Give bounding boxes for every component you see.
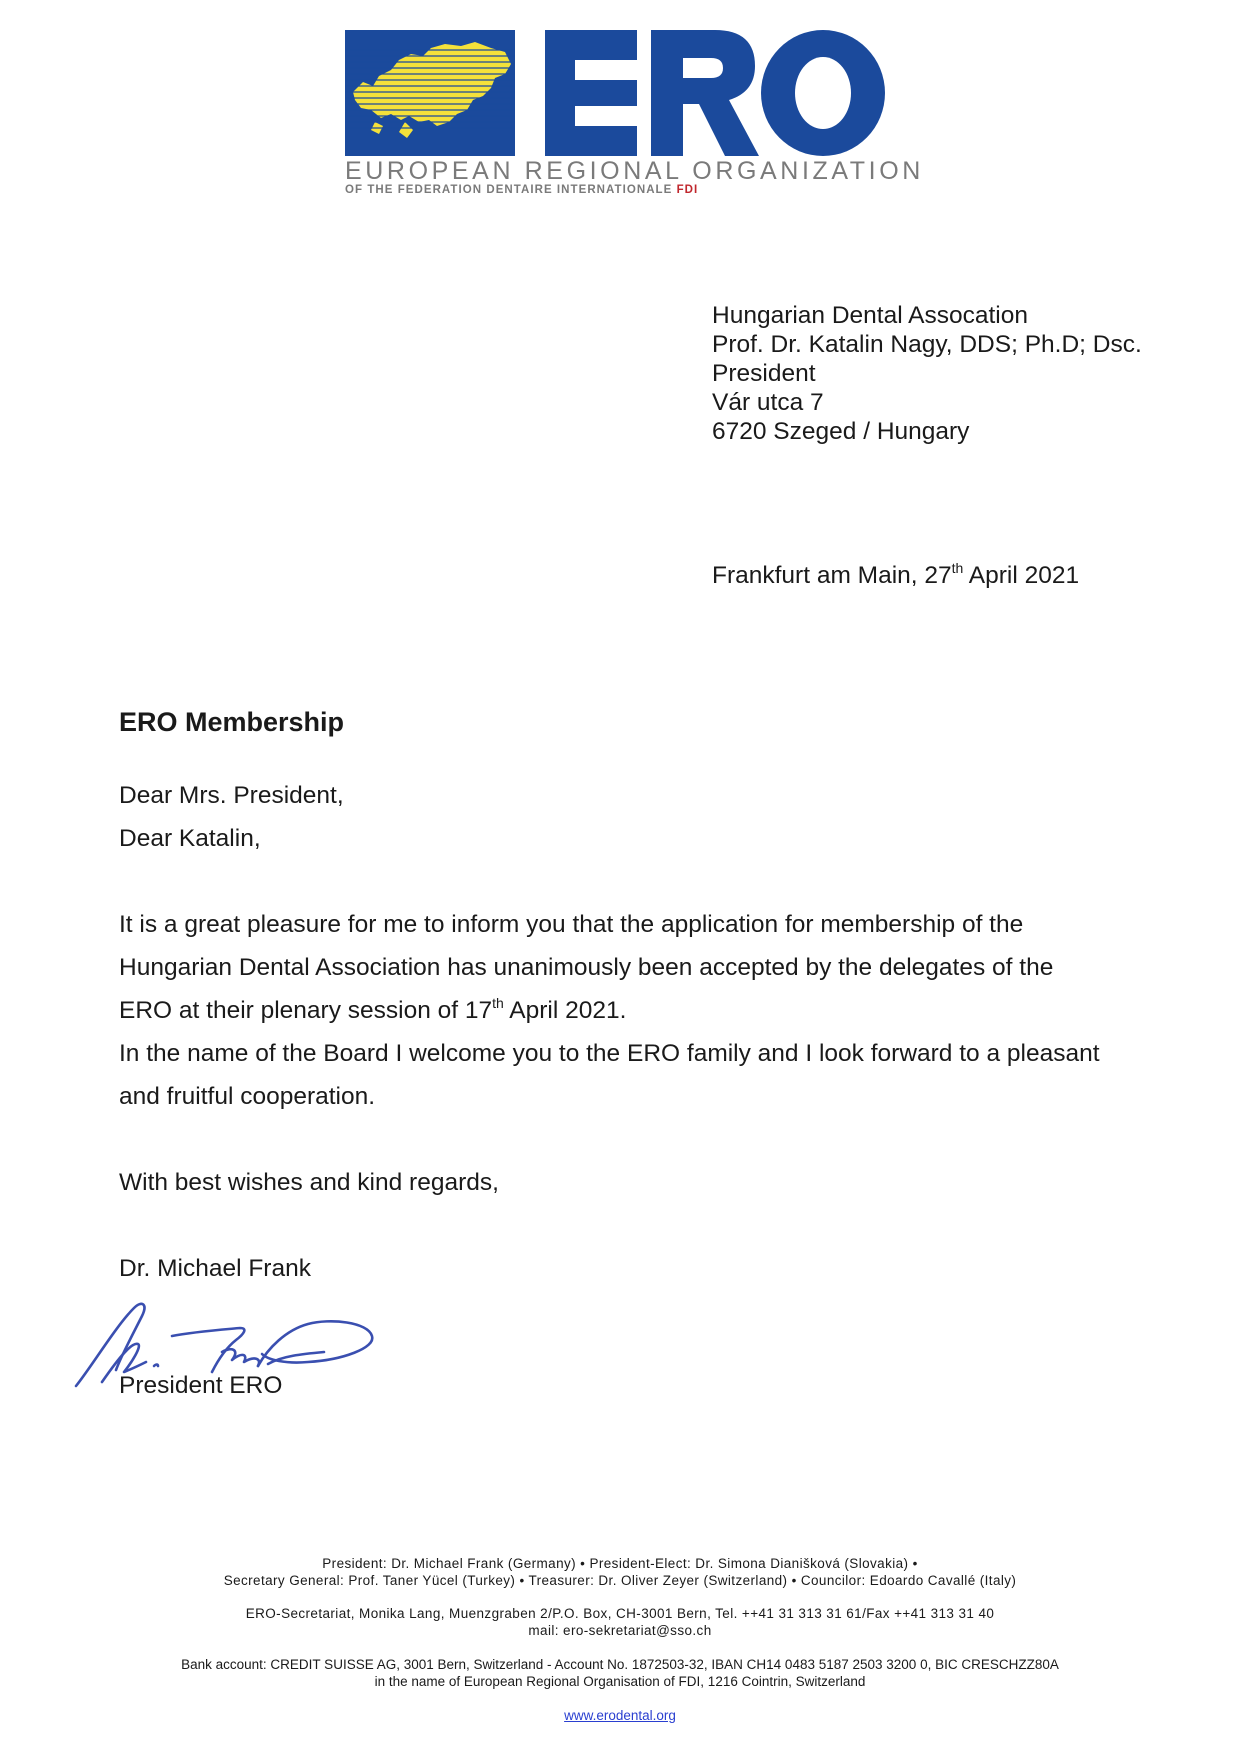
paragraph-1-line-3 [119,997,626,1025]
logo-org-subtitle [345,184,885,196]
footer-email: mail: ero-sekretariat@sso.ch [528,1623,712,1638]
letter-subject: ERO Membership [119,707,345,737]
paragraph-2-line-2: and fruitful cooperation. [119,1083,376,1110]
para1-line3-end: April 2021. [503,997,627,1024]
para1-line3-start: ERO at their plenary session of 17 [119,997,493,1024]
recipient-line: Vár utca 7 [712,389,824,416]
date-suffix: th [951,560,964,576]
date-rest: April 2021 [963,562,1080,589]
salutation-1: Dear Mrs. President, [119,782,344,809]
footer-secretariat: ERO-Secretariat, Monika Lang, Muenzgraben 2/P.O. Box, CH-3001 Bern, Tel. ++41 31 313 31 61/Fax ++41 313 31 40 [245,1606,995,1621]
logo-org-sub-text: OF THE FEDERATION DENTAIRE INTERNATIONALE [345,184,673,196]
sender-title: President ERO [119,1372,283,1399]
letter-date [712,562,1079,590]
ero-logo [345,30,885,156]
logo-fdi: FDI [676,184,699,196]
recipient-address [712,301,1142,446]
recipient-line: Prof. Dr. Katalin Nagy, DDS; Ph.D; Dsc. [712,331,1142,358]
closing: With best wishes and kind regards, [119,1169,499,1196]
salutation-2: Dear Katalin, [119,825,261,852]
sender-name: Dr. Michael Frank [119,1255,311,1282]
footer-officers-1: President: Dr. Michael Frank (Germany) • President-Elect: Dr. Simona Dianišková (Slovakia) • [322,1556,918,1571]
website-link[interactable]: www.erodental.org [564,1708,676,1723]
recipient-line: 6720 Szeged / Hungary [712,418,970,445]
footer-bank: Bank account: CREDIT SUISSE AG, 3001 Bern, Switzerland - Account No. 1872503-32, IBAN CH14 0483 5187 2503 3200 0, BIC CRESCHZZ80A [181,1657,1059,1672]
paragraph-2-line-1: In the name of the Board I welcome you to the ERO family and I look forward to a pleasant [119,1040,1100,1067]
footer-officers-2: Secretary General: Prof. Taner Yücel (Turkey) • Treasurer: Dr. Oliver Zeyer (Switzerland) • Councilor: Edoardo Cavallé (Italy) [223,1573,1017,1588]
footer-bank-holder: in the name of European Regional Organisation of FDI, 1216 Cointrin, Switzerland [374,1674,866,1689]
recipient-line: President [712,360,816,387]
paragraph-1-line-1: It is a great pleasure for me to inform you that the application for membership of the [119,911,1024,938]
paragraph-1-line-2: Hungarian Dental Association has unanimously been accepted by the delegates of the [119,954,1054,981]
recipient-line: Hungarian Dental Assocation [712,302,1028,329]
footer-website-wrap [0,1708,1240,1723]
logo-org-name: EUROPEAN REGIONAL ORGANIZATION [345,157,924,185]
date-place: Frankfurt am Main, 27 [712,562,952,589]
para1-line3-suffix: th [492,995,504,1011]
